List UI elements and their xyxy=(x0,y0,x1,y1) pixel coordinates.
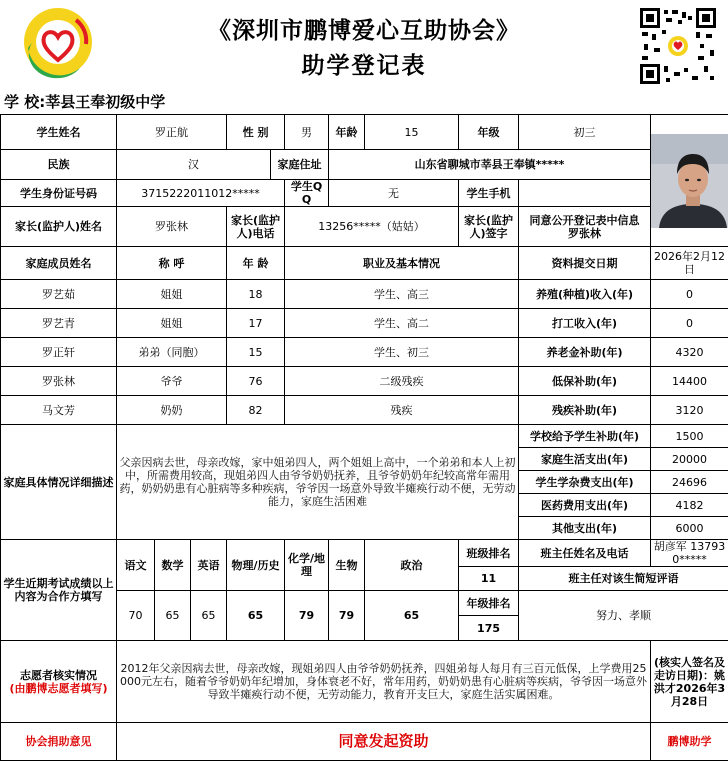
family-member-info: 二级残疾 xyxy=(285,367,519,396)
volunteer-sublabel: (由鹏博志愿者填写) xyxy=(9,681,108,695)
family-member-relation: 姐姐 xyxy=(117,309,227,338)
finance-value: 20000 xyxy=(651,448,728,471)
subject-header: 物理/历史 xyxy=(227,540,285,591)
finance-label: 其他支出(年) xyxy=(519,517,651,540)
finance-value: 0 xyxy=(651,309,728,338)
student-photo xyxy=(651,115,728,247)
student-name: 罗正航 xyxy=(117,115,227,150)
guardian-phone-label: 家长(监护人)电话 xyxy=(227,207,285,247)
form-subtitle: 助学登记表 xyxy=(301,52,427,79)
consent-cell xyxy=(519,207,651,247)
verifier-signature: (核实人签名及走访日期)：姚洪才2026年3月28日 xyxy=(651,641,728,723)
grade-label: 年级 xyxy=(459,115,519,150)
qq-value: 无 xyxy=(329,180,459,207)
subject-header: 英语 xyxy=(191,540,227,591)
finance-label: 打工收入(年) xyxy=(519,309,651,338)
finance-label: 养殖(种植)收入(年) xyxy=(519,280,651,309)
score: 65 xyxy=(227,591,285,641)
org-name: 鹏博助学 xyxy=(651,723,728,761)
guardian-phone: 13256*****（姑姑） xyxy=(285,207,459,247)
age-label: 年龄 xyxy=(329,115,365,150)
consent-name: 罗张林 xyxy=(568,226,602,240)
finance-value: 4320 xyxy=(651,338,728,367)
comment-label: 班主任对该生简短评语 xyxy=(519,567,728,591)
score: 65 xyxy=(191,591,227,641)
finance-value: 4182 xyxy=(651,494,728,517)
grade-rank-label: 年级排名 xyxy=(459,591,519,616)
family-member-age: 76 xyxy=(227,367,285,396)
class-rank: 11 xyxy=(459,567,519,591)
grades-label: 学生近期考试成绩以上内容为合作方填写 xyxy=(1,540,117,641)
family-member-info: 学生、初三 xyxy=(285,338,519,367)
family-member-relation: 爷爷 xyxy=(117,367,227,396)
family-member-relation: 姐姐 xyxy=(117,280,227,309)
volunteer-text: 2012年父亲因病去世，母亲改嫁，现姐弟四人由爷爷奶奶抚养，四姐弟每人每月有三百元低保，上学费用25000元左右，随着爷爷奶奶年纪增加，身体衰老不好，常年用药，奶奶奶患有心脏病等疾病，爷爷因一场意外导致半瘫痪行动不便，无劳动能力，教育开支巨大，家庭生活实属困难。 xyxy=(117,641,651,723)
id-value: 3715222011012***** xyxy=(117,180,285,207)
finance-label: 低保补助(年) xyxy=(519,367,651,396)
grade-value: 初三 xyxy=(519,115,651,150)
family-member-relation: 弟弟（同胞） xyxy=(117,338,227,367)
qq-label: 学生QQ xyxy=(285,180,329,207)
score: 70 xyxy=(117,591,155,641)
family-member-info: 残疾 xyxy=(285,396,519,425)
score: 79 xyxy=(329,591,365,641)
opinion-value: 同意发起资助 xyxy=(117,723,651,761)
situation-label: 家庭具体情况详细描述 xyxy=(1,425,117,540)
submit-date-label: 资料提交日期 xyxy=(519,247,651,280)
grade-rank: 175 xyxy=(459,616,519,641)
opinion-label: 协会捐助意见 xyxy=(1,723,117,761)
student-name-label: 学生姓名 xyxy=(1,115,117,150)
family-member-name: 马文芳 xyxy=(1,396,117,425)
family-header-age: 年 龄 xyxy=(227,247,285,280)
phone-label: 学生手机 xyxy=(459,180,519,207)
family-member-name: 罗正轩 xyxy=(1,338,117,367)
family-member-relation: 奶奶 xyxy=(117,396,227,425)
family-member-age: 15 xyxy=(227,338,285,367)
finance-label: 家庭生活支出(年) xyxy=(519,448,651,471)
score: 65 xyxy=(365,591,459,641)
teacher-comment: 努力、孝顺 xyxy=(519,591,728,641)
school-name: 学 校:莘县王奉初级中学 xyxy=(4,93,166,111)
family-member-age: 18 xyxy=(227,280,285,309)
score: 65 xyxy=(155,591,191,641)
ethnicity-value: 汉 xyxy=(117,150,271,180)
phone-value xyxy=(519,180,651,207)
family-member-name: 罗张林 xyxy=(1,367,117,396)
family-member-name: 罗艺青 xyxy=(1,309,117,338)
guardian-name-label: 家长(监护人)姓名 xyxy=(1,207,117,247)
finance-value: 0 xyxy=(651,280,728,309)
score: 79 xyxy=(285,591,329,641)
finance-label: 学校给予学生补助(年) xyxy=(519,425,651,448)
guardian-sign-label: 家长(监护人)签字 xyxy=(459,207,519,247)
finance-label: 残疾补助(年) xyxy=(519,396,651,425)
student-photo-image xyxy=(651,134,728,228)
registration-form xyxy=(0,114,728,761)
finance-value: 6000 xyxy=(651,517,728,540)
address-label: 家庭住址 xyxy=(271,150,329,180)
family-member-age: 82 xyxy=(227,396,285,425)
finance-label: 学生学杂费支出(年) xyxy=(519,471,651,494)
gender-value: 男 xyxy=(285,115,329,150)
finance-value: 1500 xyxy=(651,425,728,448)
family-member-age: 17 xyxy=(227,309,285,338)
finance-value: 24696 xyxy=(651,471,728,494)
subject-header: 语文 xyxy=(117,540,155,591)
finance-label: 养老金补助(年) xyxy=(519,338,651,367)
finance-value: 14400 xyxy=(651,367,728,396)
volunteer-label-cell xyxy=(1,641,117,723)
subject-header: 政治 xyxy=(365,540,459,591)
age-value: 15 xyxy=(365,115,459,150)
class-rank-label: 班级排名 xyxy=(459,540,519,567)
family-member-info: 学生、高三 xyxy=(285,280,519,309)
volunteer-label: 志愿者核实情况 xyxy=(20,668,97,682)
finance-label: 医药费用支出(年) xyxy=(519,494,651,517)
gender-label: 性 别 xyxy=(227,115,285,150)
ethnicity-label: 民族 xyxy=(1,150,117,180)
subject-header: 生物 xyxy=(329,540,365,591)
qr-code-icon xyxy=(638,6,718,86)
family-header-name: 家庭成员姓名 xyxy=(1,247,117,280)
consent-label: 同意公开登记表中信息 xyxy=(529,213,640,227)
situation-text: 父亲因病去世，母亲改嫁，家中姐弟四人，两个姐姐上高中，一个弟弟和本人上初中，所需费用较高，现姐弟四人由爷爷奶奶抚养，且爷爷奶奶年纪较高常年需用药，奶奶奶患有心脏病等多种疾病，爷爷因一场意外导致半瘫痪行动不便，无劳动能力，家庭生活困难 xyxy=(117,425,519,540)
header xyxy=(0,0,728,90)
subject-header: 数学 xyxy=(155,540,191,591)
family-header-relation: 称 呼 xyxy=(117,247,227,280)
id-label: 学生身份证号码 xyxy=(1,180,117,207)
teacher-value: 胡彦军 137930***** xyxy=(651,540,728,567)
teacher-label: 班主任姓名及电话 xyxy=(519,540,651,567)
family-header-info: 职业及基本情况 xyxy=(285,247,519,280)
guardian-name: 罗张林 xyxy=(117,207,227,247)
finance-value: 3120 xyxy=(651,396,728,425)
address-value: 山东省聊城市莘县王奉镇***** xyxy=(329,150,651,180)
form-title: 《深圳市鹏博爱心互助协会》 xyxy=(208,17,520,44)
family-member-info: 学生、高二 xyxy=(285,309,519,338)
family-member-name: 罗艺茹 xyxy=(1,280,117,309)
subject-header: 化学/地理 xyxy=(285,540,329,591)
submit-date: 2026年2月12日 xyxy=(651,247,728,280)
